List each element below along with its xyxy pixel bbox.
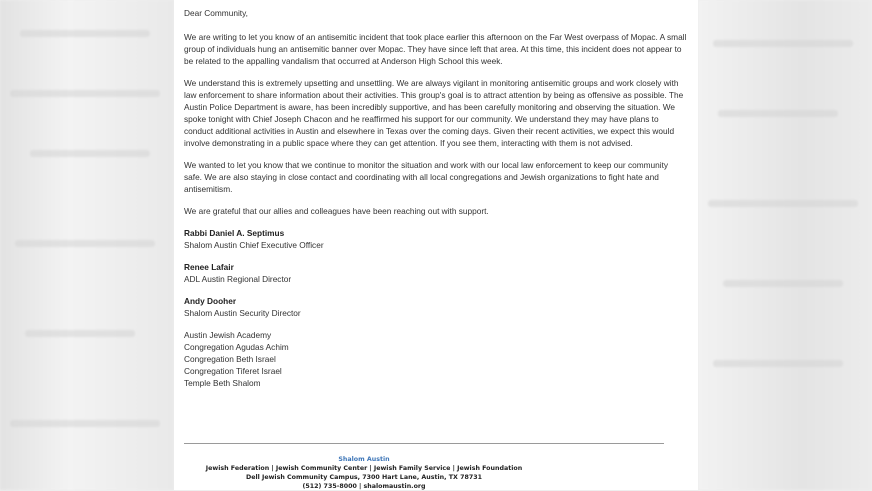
signatory-title: Shalom Austin Security Director: [184, 308, 301, 318]
blurred-background-right: [698, 0, 872, 490]
signatory-name: Rabbi Daniel A. Septimus: [184, 228, 285, 238]
blurred-text-line: [713, 40, 853, 47]
letter-paragraph: We understand this is extremely upsetting and unsettling. We are always vigilant in monitoring antisemitic groups and work closely with law enforcement to share information about their activities. This group's goal is to attract attention by being as offensive as possible. The Austin Police Department is aware, has been incredibly supportive, and has been carefully monitoring and observing the situation. We spoke tonight with Chief Joseph Chacon and he reaffirmed his support for our community. We understand they may have plans to conduct additional activities in Austin and elsewhere in Texas over the coming days. Given their recent activities, we expect this would involve demonstrating in a public space where they can get attention. If you see them, interacting with them is not advised.: [184, 78, 684, 148]
blurred-text-line: [10, 420, 160, 427]
blurred-text-line: [20, 30, 150, 37]
footer-brand: Shalom Austin: [338, 456, 390, 463]
signatory-name: Andy Dooher: [184, 296, 237, 306]
blurred-background-left: [0, 0, 174, 490]
organization-item: Congregation Tiferet Israel: [184, 366, 282, 376]
letter-footer: [184, 455, 544, 491]
blurred-text-line: [723, 280, 843, 287]
signature-block: [184, 261, 688, 285]
footer-address: Dell Jewish Community Campus, 7300 Hart Lane, Austin, TX 78731: [245, 474, 482, 481]
signatory-name: Renee Lafair: [184, 262, 234, 272]
organization-list: [184, 329, 688, 389]
blurred-text-line: [713, 360, 843, 367]
organization-item: Congregation Agudas Achim: [184, 342, 289, 352]
blurred-text-line: [708, 200, 858, 207]
signatory-title: Shalom Austin Chief Executive Officer: [184, 240, 324, 250]
blurred-text-line: [30, 150, 150, 157]
signature-block: [184, 227, 688, 251]
organization-item: Austin Jewish Academy: [184, 330, 272, 340]
organization-item: Temple Beth Shalom: [184, 378, 261, 388]
letter-paragraph: We are grateful that our allies and colleagues have been reaching out with support.: [184, 206, 489, 216]
organization-item: Congregation Beth Israel: [184, 354, 276, 364]
footer-departments: Jewish Federation | Jewish Community Center | Jewish Family Service | Jewish Foundation: [205, 465, 523, 472]
blurred-text-line: [15, 240, 155, 247]
blurred-text-line: [10, 90, 160, 97]
letter-paragraph: We are writing to let you know of an antisemitic incident that took place earlier this afternoon on the Far West overpass of Mopac. A small group of individuals hung an antisemitic banner over Mopac. They have since left that area. At this time, this incident does not appear to be related to the appalling vandalism that occurred at Anderson High School this week.: [184, 32, 687, 66]
blurred-text-line: [25, 330, 135, 337]
letter-greeting: Dear Community,: [184, 8, 248, 18]
blurred-text-line: [718, 110, 838, 117]
signatory-title: ADL Austin Regional Director: [184, 274, 292, 284]
footer-contact: (512) 735-8000 | shalomaustin.org: [302, 483, 426, 490]
letter-paragraph: We wanted to let you know that we continue to monitor the situation and work with our local law enforcement to keep our community safe. We are also staying in close contact and coordinating with all local congregations and Jewish organizations to fight hate and antisemitism.: [184, 160, 669, 194]
signature-block: [184, 295, 688, 319]
letter-page: [174, 0, 698, 490]
footer-divider: [184, 443, 664, 444]
